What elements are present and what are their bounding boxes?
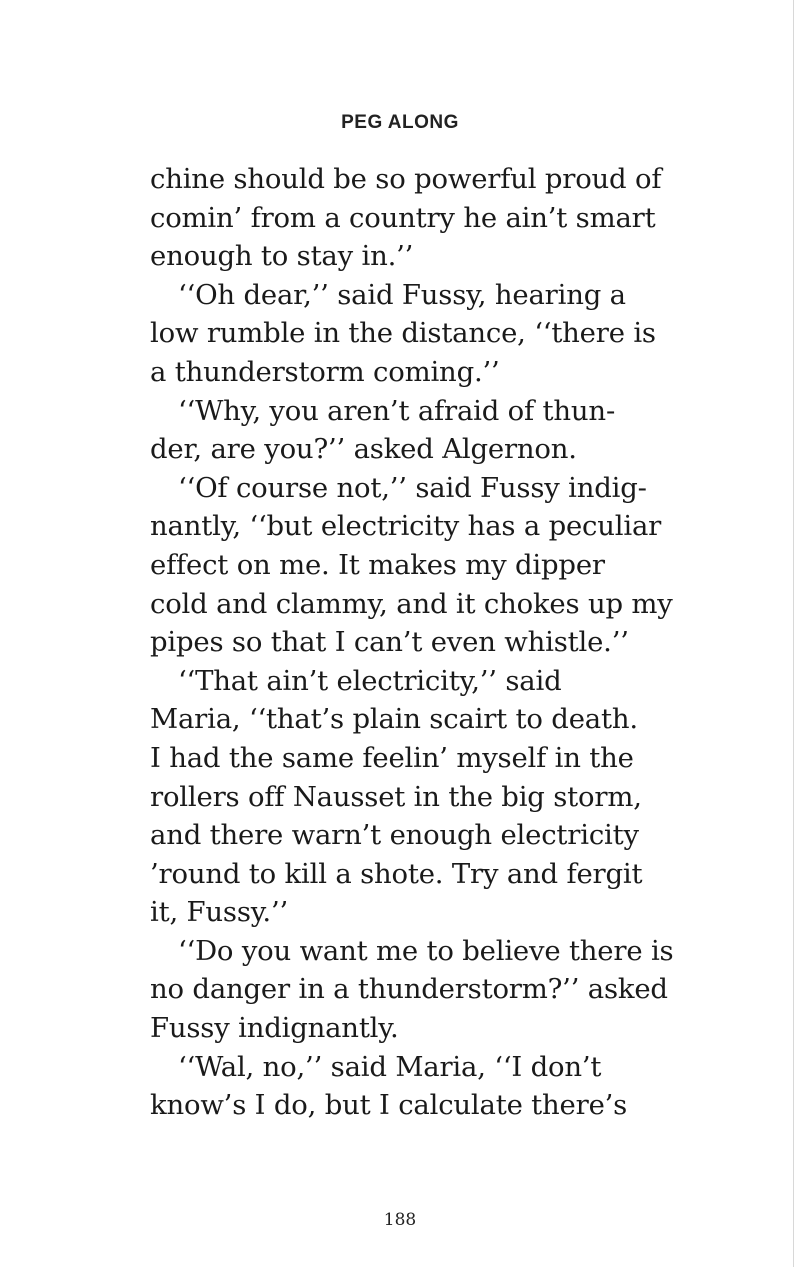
text-line: and there warn’t enough electricity [150, 819, 639, 852]
text-line: a thunderstorm coming.’’ [150, 355, 500, 388]
page-number: 188 [383, 1210, 417, 1230]
body-text [150, 160, 720, 1125]
text-line: chine should be so powerful proud of [150, 163, 662, 195]
text-line: ‘‘Oh dear,’’ said Fussy, hearing a [178, 278, 626, 311]
text-line: rollers off Nausset in the big storm, [150, 780, 642, 813]
text-line: know’s I do, but I calculate there’s [150, 1089, 628, 1122]
text-line: it, Fussy.’’ [150, 896, 289, 929]
running-head: PEG ALONG [341, 112, 459, 133]
text-line: ‘‘Do you want me to believe there is [178, 934, 674, 967]
text-line: effect on me. It makes my dipper [150, 548, 605, 581]
page-edge-line [793, 0, 794, 1267]
text-line: low rumble in the distance, ‘‘there is [150, 317, 656, 350]
text-line: ‘‘That ain’t electricity,’’ said [178, 664, 562, 697]
text-line: I had the same feelin’ myself in the [150, 741, 634, 774]
text-line: enough to stay in.’’ [150, 240, 414, 273]
text-line: ‘‘Of course not,’’ said Fussy indig- [178, 471, 647, 504]
text-line: cold and clammy, and it chokes up my [150, 587, 673, 620]
text-line: ‘‘Wal, no,’’ said Maria, ‘‘I don’t [178, 1050, 602, 1083]
text-line: ‘‘Why, you aren’t afraid of thun- [178, 394, 616, 427]
text-line: Maria, ‘‘that’s plain scairt to death. [150, 703, 638, 736]
text-line: nantly, ‘‘but electricity has a peculiar [150, 510, 662, 543]
text-line: no danger in a thunderstorm?’’ asked [150, 973, 668, 1006]
text-line: der, are you?’’ asked Algernon. [150, 433, 577, 466]
text-line: pipes so that I can’t even whistle.’’ [150, 626, 629, 659]
text-line: Fussy indignantly. [150, 1012, 399, 1045]
text-line: comin’ from a country he ain’t smart [150, 201, 656, 234]
text-line: ’round to kill a shote. Try and fergit [150, 857, 643, 890]
